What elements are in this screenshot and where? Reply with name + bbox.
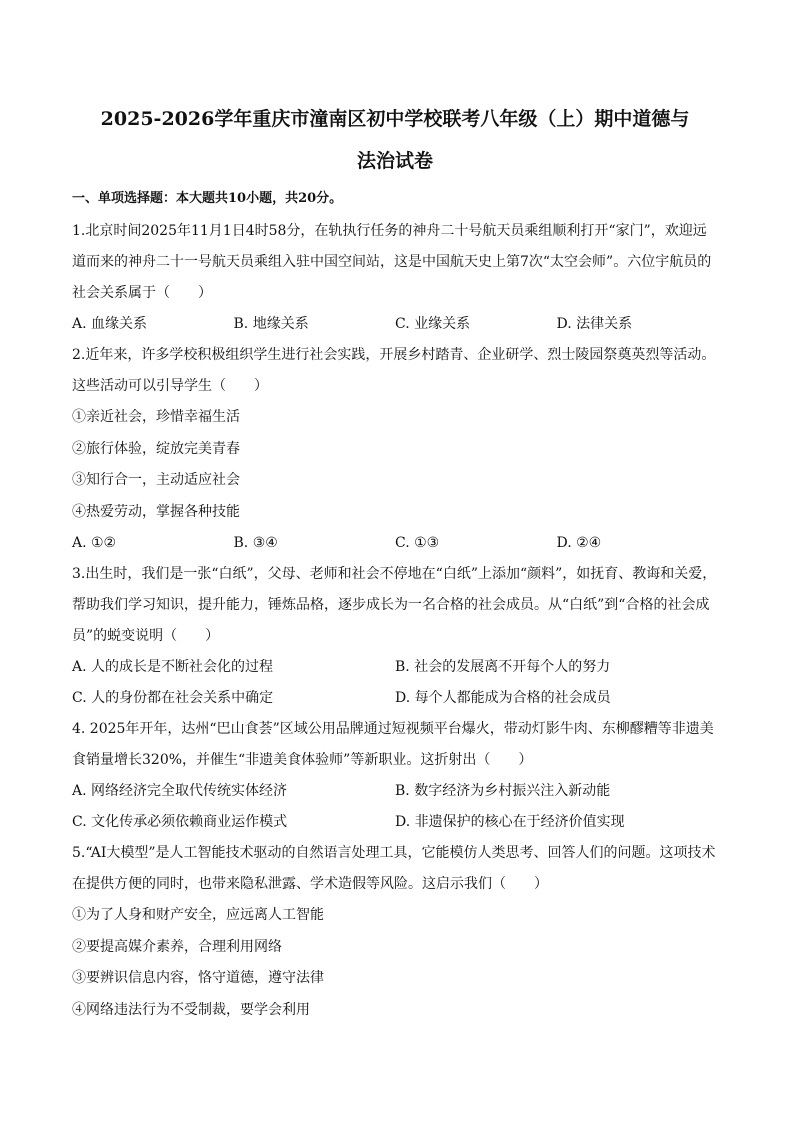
statement: ②旅行体验，绽放完美青春: [72, 440, 240, 457]
section-heading: 一、单项选择题：本大题共10小题，共20分。: [72, 191, 343, 206]
statement: ④热爱劳动，掌握各种技能: [72, 503, 240, 520]
option-row: [72, 776, 718, 807]
statement: ③知行合一，主动适应社会: [72, 472, 240, 488]
option-d: D. ②④: [556, 535, 602, 551]
option-a: A. 人的成长是不断社会化的过程: [72, 659, 274, 675]
question-2: [72, 340, 718, 559]
option-c: C. 业缘关系: [395, 316, 471, 332]
option-b: B. 数字经济为乡村振兴注入新动能: [395, 783, 611, 799]
option-row: [72, 807, 718, 838]
question-3: [72, 559, 718, 714]
option-b: B. ③④: [233, 535, 278, 551]
title-line-2: 法治试卷: [356, 150, 433, 172]
statement: ①为了人身和财产安全，应远离人工智能: [72, 907, 324, 923]
question-5: [72, 838, 718, 1026]
option-a: A. ①②: [72, 535, 117, 551]
option-row: [72, 528, 718, 559]
title-line-1: 2025-2026学年重庆市潼南区初中学校联考八年级（上）期中道德与: [100, 108, 690, 130]
question-stem: 1.北京时间2025年11月1日4时58分，在轨执行任务的神舟二十号航天员乘组顺利打开“家门”，欢迎远道而来的神舟二十一号航天员乘组入驻中国空间站，这是中国航天史上第7次“太空会师”。六位宇航员的社会关系属于（ ）: [72, 223, 712, 301]
option-d: D. 每个人都能成为合格的社会成员: [395, 690, 611, 706]
statement: ①亲近社会，珍惜幸福生活: [72, 409, 240, 425]
option-a: A. 血缘关系: [72, 316, 148, 332]
option-row: [72, 652, 718, 683]
option-row: [72, 309, 718, 340]
question-1: [72, 216, 718, 340]
question-4: [72, 714, 718, 838]
question-stem: 3.出生时，我们是一张“白纸”，父母、老师和社会不停地在“白纸”上添加“颜料”，如抚育、教诲和关爱，帮助我们学习知识，提升能力，锤炼品格，逐步成长为一名合格的社会成员。从“白纸”到“合格的社会成员”的蜕变说明（ ）: [72, 566, 717, 644]
page-title: [72, 98, 718, 182]
option-c: C. 文化传承必须依赖商业运作模式: [72, 814, 288, 830]
option-d: D. 非遗保护的核心在于经济价值实现: [395, 814, 625, 830]
question-stem: 4. 2025年开年，达州“巴山食荟”区域公用品牌通过短视频平台爆火，带动灯影牛肉、东柳醪糟等非遗美食销量增长320%，并催生“非遗美食体验师”等新职业。这折射出（ ）: [72, 721, 714, 768]
question-stem: 5.“AI大模型”是人工智能技术驱动的自然语言处理工具，它能模仿人类思考、回答人们的问题。这项技术在提供方便的同时，也带来隐私泄露、学术造假等风险。这启示我们（ ）: [72, 845, 716, 892]
option-b: B. 地缘关系: [233, 316, 309, 332]
statement: ②要提高媒介素养，合理利用网络: [72, 938, 282, 955]
option-b: B. 社会的发展离不开每个人的努力: [395, 659, 611, 675]
option-c: C. ①③: [395, 535, 440, 551]
statement: ④网络违法行为不受制裁，要学会利用: [72, 1001, 310, 1018]
option-d: D. 法律关系: [556, 316, 633, 332]
option-a: A. 网络经济完全取代传统实体经济: [72, 783, 288, 799]
statement: ③要辨识信息内容，恪守道德，遵守法律: [72, 970, 324, 986]
option-row: [72, 683, 718, 714]
option-c: C. 人的身份都在社会关系中确定: [72, 690, 274, 706]
question-stem: 2.近年来，许多学校积极组织学生进行社会实践，开展乡村踏青、企业研学、烈士陵园祭奠英烈等活动。这些活动可以引导学生（ ）: [72, 347, 716, 394]
